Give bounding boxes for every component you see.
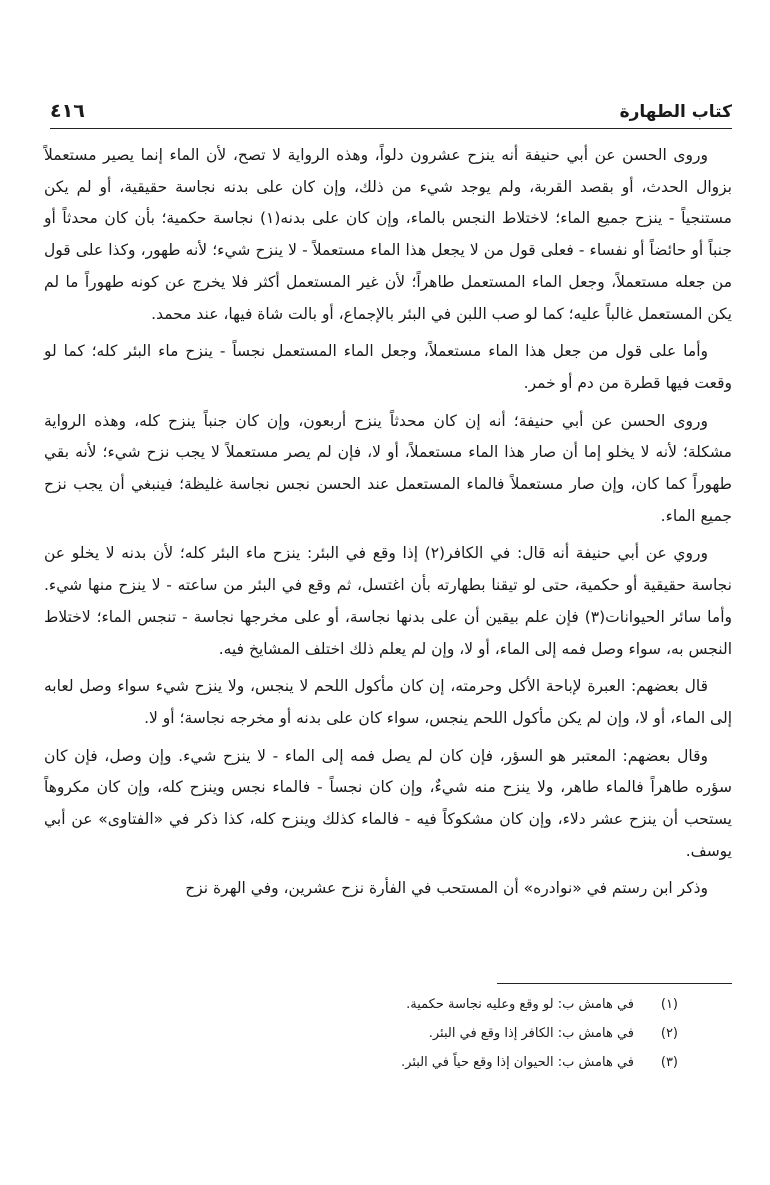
footnote-number: (٢): [660, 1026, 678, 1041]
book-title: كتاب الطهارة: [619, 102, 732, 122]
footnote: [44, 1048, 678, 1077]
footnote: [44, 1019, 678, 1048]
footnote-number: (٣): [660, 1055, 678, 1070]
footnote-text: في هامش ب: الكافر إذا وقع في البئر.: [428, 1026, 634, 1041]
paragraph: وقال بعضهم: المعتبر هو السؤر، فإن كان لم يصل فمه إلى الماء - لا ينزح شيء. وإن وصل، فإن كان سؤره طاهراً فالماء طاهر، ولا ينزح منه شيءٌ، وإن كان نجساً - فالماء نجس وينزح كله، وإن كان مكروهاً يستحب أن ينزح عشر دلاء، وإن كان مشكوكاً فيه - فالماء كذلك وينزح كله، كذا ذكر في «الفتاوى» عن أبي يوسف.: [44, 746, 732, 860]
page-header: [50, 92, 732, 129]
footnote-text: في هامش ب: لو وقع وعليه نجاسة حكمية.: [406, 997, 634, 1012]
footnotes: [44, 990, 678, 1077]
paragraph: قال بعضهم: العبرة لإباحة الأكل وحرمته، إن كان مأكول اللحم لا ينجس، ولا ينزح شيء سواء وصل لعابه إلى الماء، أو لا، وإن لم يكن مأكول اللحم ينجس، سواء كان على بدنه أو مخرجه نجاسة؛ أو لا.: [44, 677, 732, 727]
main-text: [44, 140, 732, 911]
paragraph: وذكر ابن رستم في «نوادره» أن المستحب في الفأرة نزح عشرين، وفي الهرة نزح: [185, 879, 708, 898]
paragraph: وروى الحسن عن أبي حنيفة أنه ينزح عشرون دلواً، وهذه الرواية لا تصح، لأن الماء إنما يصير مستعملاً بزوال الحدث، أو بقصد القربة، ولم يوجد شيء من ذلك، وإن كان على بدنه نجاسة حقيقية، أو لم يكن مستنجياً - ينزح جميع الماء؛ لاختلاط النجس بالماء، وإن كان على بدنه(١) نجاسة حكمية؛ بأن كان محدثاً أو جنباً أو حائضاً أو نفساء - فعلى قول من لا يجعل هذا الماء مستعملاً - لا ينزح شيء؛ لأنه طهور، وكذا على قول من جعله مستعملاً، وجعل الماء المستعمل طاهراً؛ لأن غير المستعمل أكثر فلا يخرج عن كونه طهوراً ما لم يكن المستعمل غالباً عليه؛ كما لو صب اللبن في البئر بالإجماع، أو بالت شاة فيها، عند محمد.: [44, 146, 732, 323]
footnote: [44, 990, 678, 1019]
footnote-number: (١): [660, 997, 678, 1012]
page-number: ٤١٦: [50, 100, 85, 122]
footnote-divider: [497, 983, 732, 984]
paragraph: وروى الحسن عن أبي حنيفة؛ أنه إن كان محدثاً ينزح أربعون، وإن كان جنباً ينزح كله، وهذه الرواية مشكلة؛ لأنه لا يخلو إما أن صار هذا الماء مستعملاً، أو لا، فإن لم يصر مستعملاً لا يجب نزح شيء؛ لأنه بقي طهوراً كما كان، وإن صار مستعملاً فالماء المستعمل عند الحسن نجس نجاسة غليظة؛ فينبغي أن يجب نزح جميع الماء.: [44, 411, 732, 525]
paragraph: وأما على قول من جعل هذا الماء مستعملاً، وجعل الماء المستعمل نجساً - ينزح ماء البئر كله؛ كما لو وقعت فيها قطرة من دم أو خمر.: [44, 342, 732, 392]
paragraph: وروي عن أبي حنيفة أنه قال: في الكافر(٢) إذا وقع في البئر: ينزح ماء البئر كله؛ لأن بدنه لا يخلو عن نجاسة حقيقية أو حكمية، حتى لو تيقنا بطهارته بأن اغتسل، ثم وقع في البئر من ساعته - لا ينزح منها شيء. وأما سائر الحيوانات(٣) فإن علم بيقين أن على بدنها نجاسة، أو على مخرجها نجاسة - تنجس الماء؛ لاختلاط النجس به، سواء وصل فمه إلى الماء، أو لا، وإن لم يعلم ذلك اختلف المشايخ فيه.: [44, 544, 732, 658]
footnote-text: في هامش ب: الحيوان إذا وقع حياً في البئر.: [401, 1055, 634, 1070]
